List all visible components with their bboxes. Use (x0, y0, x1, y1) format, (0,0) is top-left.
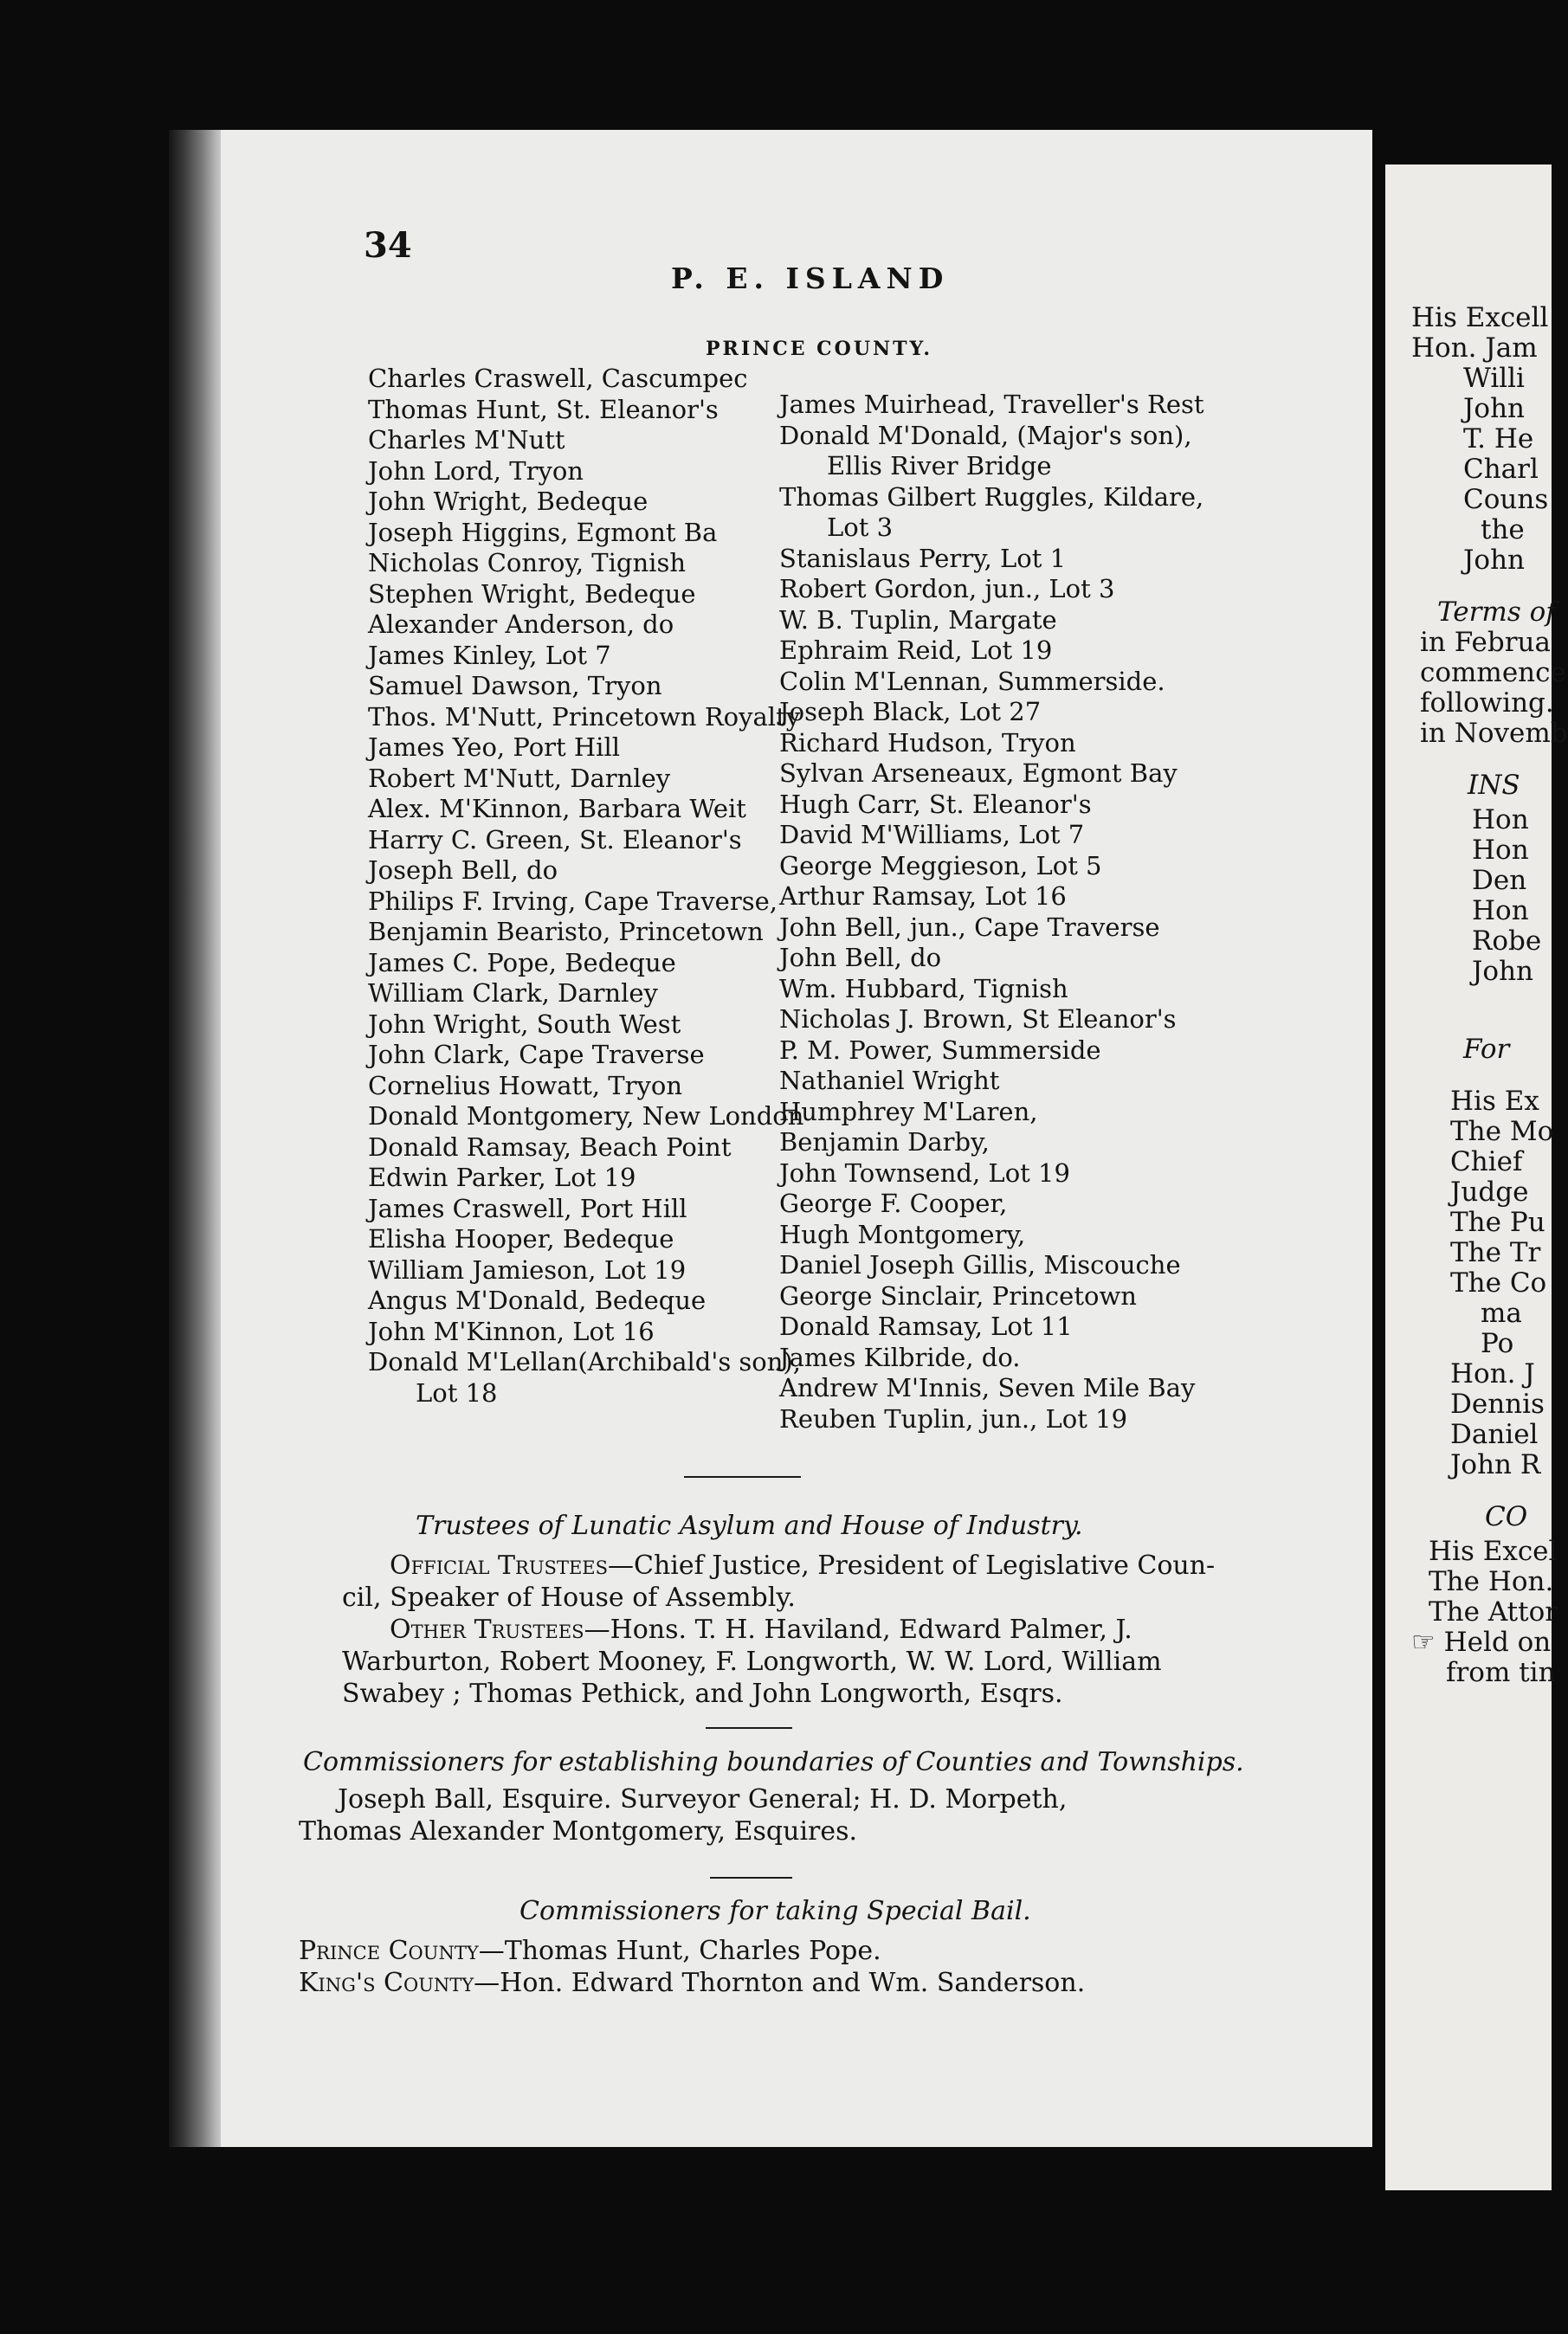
name-entry: James Craswell, Port Hill (368, 1193, 687, 1223)
name-entry: Thomas Gilbert Ruggles, Kildare, (779, 481, 1204, 512)
name-entry: Andrew M'Innis, Seven Mile Bay (779, 1373, 1196, 1402)
name-entry: John Wright, Bedeque (368, 487, 648, 516)
facing-page-text: ma (1481, 1298, 1522, 1329)
name-entry: Humphrey M'Laren, (779, 1096, 1038, 1126)
official-trustees-text: —Chief Justice, President of Legislative Coun- (608, 1551, 1216, 1581)
name-entry: John Lord, Tryon (368, 455, 584, 486)
facing-page-text: For (1463, 1034, 1510, 1065)
name-entry: Harry C. Green, St. Eleanor's (368, 824, 742, 854)
name-entry: Donald M'Lellan(Archibald's son), (368, 1347, 801, 1377)
county-title: PRINCE COUNTY. (706, 338, 933, 360)
name-entry: Nicholas Conroy, Tignish (368, 548, 687, 577)
facing-page-text: Willi (1463, 363, 1525, 394)
facing-page-text: Charl (1463, 454, 1539, 485)
left-name-column (368, 364, 836, 1409)
name-entry: W. B. Tuplin, Margate (779, 604, 1057, 635)
other-trustees-line-3: Swabey ; Thomas Pethick, and John Longworth, Esqrs. (342, 1679, 1063, 1709)
name-entry: Sylvan Arseneaux, Egmont Bay (779, 758, 1178, 788)
facing-page-text: the (1481, 514, 1525, 545)
name-entry: George Sinclair, Princetown (779, 1280, 1137, 1311)
name-entry: Joseph Bell, do (368, 855, 558, 885)
name-entry: John Bell, jun., Cape Traverse (779, 912, 1160, 942)
name-entry: Nathaniel Wright (779, 1066, 1000, 1095)
facing-page-text: Hon (1472, 895, 1529, 926)
boundaries-line-1: Joseph Ball, Esquire. Surveyor General; H. D. Morpeth, (338, 1784, 1068, 1815)
name-entry: David M'Williams, Lot 7 (779, 820, 1085, 849)
facing-page-text: in Novemb (1420, 718, 1568, 749)
facing-page-text: The Mo (1450, 1116, 1554, 1147)
name-entry: Donald Montgomery, New London (368, 1101, 804, 1131)
name-entry: Colin M'Lennan, Summerside. (779, 666, 1165, 696)
special-bail-paragraph (299, 1935, 1251, 1999)
facing-page-text: Hon. J (1450, 1358, 1535, 1389)
other-trustees-line-2: Warburton, Robert Mooney, F. Longworth, W. W. Lord, William (342, 1647, 1162, 1677)
facing-page-text: Den (1472, 865, 1527, 896)
name-entry: Donald M'Donald, (Major's son), (779, 420, 1192, 450)
trustees-paragraph (342, 1550, 1260, 1710)
name-entry: Charles M'Nutt (368, 425, 565, 455)
facing-page-text: INS (1468, 770, 1520, 801)
facing-page (1385, 164, 1568, 2190)
section-rule (710, 1877, 792, 1879)
facing-page-text: The Hon. (1429, 1566, 1554, 1597)
name-entry: James C. Pope, Bedeque (368, 947, 676, 977)
name-entry: Ephraim Reid, Lot 19 (779, 635, 1053, 665)
special-bail-heading: Commissioners for taking Special Bail. (519, 1896, 1031, 1926)
official-trustees-line-2: cil, Speaker of House of Assembly. (342, 1583, 796, 1613)
name-entry: James Kilbride, do. (779, 1342, 1021, 1372)
name-entry: Thos. M'Nutt, Princetown Royalty (368, 701, 801, 732)
name-entry: Stanislaus Perry, Lot 1 (779, 543, 1067, 573)
name-entry: Joseph Higgins, Egmont Ba (368, 517, 718, 547)
facing-page-text: His Excell (1411, 302, 1549, 333)
section-rule (684, 1476, 801, 1478)
other-trustees-text: —Hons. T. H. Haviland, Edward Palmer, J. (584, 1615, 1132, 1645)
name-entry: John Wright, South West (368, 1009, 681, 1039)
facing-page-text: Chief (1450, 1146, 1523, 1177)
facing-page-text: Hon. Jam (1411, 332, 1538, 364)
kings-county-text: —Hon. Edward Thornton and Wm. Sanderson. (474, 1968, 1086, 1998)
name-entry: James Kinley, Lot 7 (368, 640, 611, 670)
name-entry: James Yeo, Port Hill (368, 732, 621, 762)
right-name-column (779, 390, 1264, 1435)
name-entry: James Muirhead, Traveller's Rest (779, 390, 1204, 419)
facing-page-text: Terms of (1437, 596, 1556, 628)
name-entry: Nicholas J. Brown, St Eleanor's (779, 1004, 1177, 1034)
name-entry: Joseph Black, Lot 27 (779, 697, 1042, 726)
facing-page-text: Couns (1463, 484, 1549, 515)
special-bail-prince-line (299, 1935, 1251, 1967)
facing-page-text: in Februa (1420, 627, 1552, 658)
official-trustees-label: Official Trustees (390, 1551, 608, 1581)
other-trustees-line (342, 1614, 1260, 1646)
name-entry: P. M. Power, Summerside (779, 1035, 1101, 1065)
facing-page-text: from tin (1446, 1657, 1556, 1688)
name-entry: Robert M'Nutt, Darnley (368, 763, 671, 793)
name-entry: George Meggieson, Lot 5 (779, 850, 1102, 880)
facing-page-text: T. He (1463, 423, 1534, 455)
name-entry: Stephen Wright, Bedeque (368, 578, 696, 609)
facing-page-text: Dennis (1450, 1389, 1545, 1420)
name-entry: Alex. M'Kinnon, Barbara Weit (368, 794, 746, 823)
facing-page-text: Judge (1450, 1177, 1529, 1208)
section-rule (706, 1727, 792, 1729)
kings-county-label: King's County (299, 1968, 474, 1998)
other-trustees-label: Other Trustees (390, 1615, 584, 1645)
facing-page-text: ☞ Held on (1411, 1627, 1552, 1658)
name-entry: Charles Craswell, Cascumpec (368, 364, 748, 393)
name-entry: Samuel Dawson, Tryon (368, 671, 662, 700)
facing-page-text: following. (1420, 687, 1554, 719)
trustees-heading: Trustees of Lunatic Asylum and House of Industry. (416, 1511, 1083, 1541)
facing-page-text: Hon (1472, 835, 1529, 866)
facing-page-text: Hon (1472, 804, 1529, 835)
boundaries-paragraph (299, 1783, 1251, 1847)
boundaries-heading: Commissioners for establishing boundaries of Counties and Townships. (303, 1747, 1244, 1777)
facing-page-text: The Attor (1429, 1596, 1558, 1628)
facing-page-text: His Ex (1450, 1086, 1539, 1117)
name-entry: John Townsend, Lot 19 (779, 1157, 1070, 1188)
name-entry: Ellis River Bridge (827, 451, 1052, 480)
name-entry: Hugh Carr, St. Eleanor's (779, 789, 1092, 819)
facing-page-text: Po (1481, 1328, 1514, 1359)
facing-page-text: Daniel (1450, 1419, 1539, 1450)
facing-page-text: His Excel (1429, 1536, 1558, 1567)
name-entry: Philips F. Irving, Cape Traverse, (368, 886, 778, 916)
name-entry: Angus M'Donald, Bedeque (368, 1286, 707, 1315)
official-trustees-line (342, 1550, 1260, 1582)
name-entry: Hugh Montgomery, (779, 1219, 1026, 1249)
name-entry: Donald Ramsay, Beach Point (368, 1132, 732, 1162)
name-entry: Robert Gordon, jun., Lot 3 (779, 574, 1115, 603)
running-head: P. E. ISLAND (671, 261, 950, 295)
name-entry: Arthur Ramsay, Lot 16 (779, 881, 1067, 911)
page-number: 34 (364, 225, 412, 266)
prince-county-label: Prince County (299, 1936, 479, 1966)
name-entry: Cornelius Howatt, Tryon (368, 1070, 683, 1100)
name-entry: Daniel Joseph Gillis, Miscouche (779, 1250, 1181, 1280)
name-entry: Reuben Tuplin, jun., Lot 19 (779, 1403, 1128, 1434)
facing-page-text: John R (1450, 1449, 1541, 1480)
special-bail-kings-line (299, 1967, 1251, 1999)
book-page (221, 130, 1372, 2147)
facing-page-text: John (1463, 545, 1526, 576)
name-entry: Donald Ramsay, Lot 11 (779, 1312, 1073, 1341)
name-entry: Lot 3 (827, 513, 894, 542)
name-entry: William Jamieson, Lot 19 (368, 1254, 687, 1285)
facing-page-text: CO (1485, 1501, 1528, 1532)
name-entry: John Clark, Cape Traverse (368, 1040, 705, 1069)
name-entry: John M'Kinnon, Lot 16 (368, 1316, 655, 1346)
name-entry: Lot 18 (416, 1377, 498, 1408)
name-entry: Benjamin Bearisto, Princetown (368, 917, 764, 946)
name-entry: Edwin Parker, Lot 19 (368, 1163, 636, 1192)
name-entry: Wm. Hubbard, Tignish (779, 973, 1068, 1003)
boundaries-line-2: Thomas Alexander Montgomery, Esquires. (299, 1816, 858, 1847)
name-entry: Richard Hudson, Tryon (779, 727, 1076, 758)
facing-page-text: The Co (1450, 1267, 1547, 1299)
name-entry: John Bell, do (779, 943, 942, 972)
facing-page-text: John (1472, 956, 1534, 987)
facing-page-text: commence (1420, 657, 1566, 688)
prince-county-text: —Thomas Hunt, Charles Pope. (478, 1936, 881, 1966)
facing-page-text: Robe (1472, 925, 1542, 957)
facing-page-text: The Tr (1450, 1237, 1541, 1268)
name-entry: Alexander Anderson, do (368, 609, 674, 639)
name-entry: Benjamin Darby, (779, 1127, 990, 1157)
name-entry: Elisha Hooper, Bedeque (368, 1224, 674, 1254)
facing-page-text: The Pu (1450, 1207, 1545, 1238)
facing-page-text: John (1463, 393, 1526, 424)
name-entry: Thomas Hunt, St. Eleanor's (368, 394, 719, 424)
name-entry: William Clark, Darnley (368, 978, 658, 1008)
name-entry: George F. Cooper, (779, 1189, 1008, 1218)
